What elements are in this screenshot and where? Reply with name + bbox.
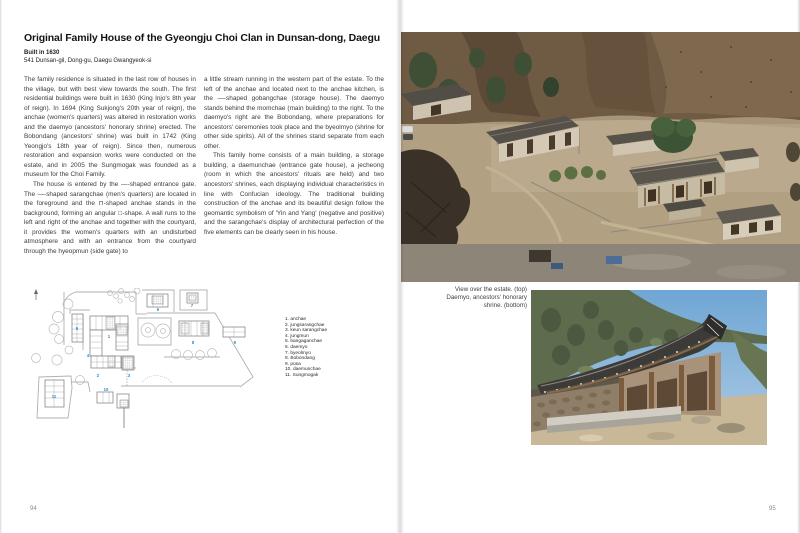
- daemyo-shrine-photo: [531, 290, 767, 445]
- plan-number-11: 11: [51, 394, 57, 399]
- photo-caption: [401, 286, 527, 310]
- plan-building-details: [45, 294, 245, 407]
- legend-item: 10. daemunchae: [285, 367, 321, 373]
- paragraph: The house is entered by the —-shaped entrance gate. The —-shaped sarangchae (men's quarters) are located in the foreground and the ⊓-shaped anchae stands in the background, forming an angular □-shape. A wall runs to the left and right of the anchae and together with the courtyard, it provides the women's quarters with an undisturbed atmosphere and with an entrance from the courtyard through the hyeopmun (side gate) to: [24, 181, 196, 255]
- plan-number-6: 6: [156, 307, 160, 312]
- estate-aerial-photo: [401, 32, 800, 282]
- legend-item: 8. Bobondang: [285, 356, 315, 362]
- paragraph: a little stream running in the western part of the estate. To the left of the anchae and located next to the anchae kitchen, is the —-shaped gobangchae (storage house). The daemyo stands behind the momchae (main building) to the right. To the daemyo's right are the Bobondang, where preparations for ancestors' ceremonies took place and the byeolmyo (shrine for other side spirits). All of the shrines stand separate from each other.: [204, 76, 384, 150]
- plan-number-5: 5: [75, 326, 79, 331]
- paragraph: This family home consists of a main building, a storage building, a daemunchae (entrance gate house), a jecheong (room in which the ancestors' rituals are held) and two ancestors' shrines, each displaying individual characteristics in line with Confucian ideology. The traditional building construction of the anchae and its beautiful design follow the geomantic symbolism of 'Yin and Yang' (negative and positive) and the sarangchae's display of architectural perfection of the five elements can be clearly seen in his house.: [204, 152, 384, 236]
- legend-item: 1. anchae: [285, 317, 307, 322]
- body-column-2: [204, 75, 384, 256]
- caption-line: shrine. (bottom): [483, 301, 527, 309]
- plan-legend: [285, 317, 327, 379]
- floor-plan: [24, 288, 286, 435]
- legend-item: 11. Sungmogak: [285, 372, 319, 378]
- article-meta: [24, 49, 151, 65]
- daemyo-shrine-illustration: [531, 290, 767, 445]
- plan-number-8: 8: [191, 340, 195, 345]
- legend-item: 7. byeolmyo: [285, 350, 311, 356]
- estate-aerial-illustration: [401, 32, 800, 282]
- address: 541 Dunsan-gil, Dong-gu, Daegu Gwangyeok-si: [24, 58, 152, 64]
- legend-item: 5. bangaganchae: [285, 339, 323, 345]
- plan-number-7: 7: [190, 303, 194, 308]
- body-column-1: [24, 75, 196, 256]
- floor-plan-drawing: [24, 288, 286, 435]
- body-text: [24, 75, 384, 256]
- plan-number-9: 9: [233, 340, 237, 345]
- caption-line: Daemyo, ancestors' honorary: [446, 293, 527, 301]
- built-year: Built in 1630: [24, 50, 60, 56]
- plan-number-1: 1: [107, 334, 111, 339]
- plan-number-4: 4: [86, 353, 90, 358]
- legend-item: 3. keun sarangchae: [285, 328, 328, 334]
- plan-number-2: 2: [96, 373, 100, 378]
- caption-line: View over the estate. (top): [454, 286, 527, 293]
- plan-number-3: 3: [127, 373, 131, 378]
- page-number-left: 94: [30, 506, 37, 512]
- plan-number-10: 10: [103, 387, 109, 392]
- legend-item: 2. jungsarangchae: [285, 322, 325, 328]
- paragraph: The family residence is situated in the last row of houses in the village, but with best view towards the south. The first residential buildings were built in 1630 (King Injo's 8th year of reign). In 1694 (King Sukjong's 20th year of reign), the anchae (women's quarters) was altered in restoration works and the daemyo (ancestors' honorary shrine) erected. The Bobondang (ancestors' shrine) was built in 1742 (King Yeongjo's 18th year of reign). Since then, numerous restoration and expansion works were conducted on the estate, and in 2005 the Sungmogak was founded as a museum for the Choi Family.: [24, 76, 196, 179]
- article-title: Original Family House of the Gyeongju Choi Clan in Dunsan-dong, Daegu: [24, 32, 381, 44]
- blue-tarp: [606, 256, 622, 264]
- page-number-right: 95: [769, 506, 776, 512]
- legend-item: 4. jungmun: [285, 333, 309, 339]
- legend-item: 6. daemyo: [285, 344, 308, 350]
- north-arrow-icon: [34, 289, 38, 300]
- page-edge-left: [0, 0, 2, 533]
- book-spine: [396, 0, 404, 533]
- legend-item: 9. posa: [285, 361, 301, 367]
